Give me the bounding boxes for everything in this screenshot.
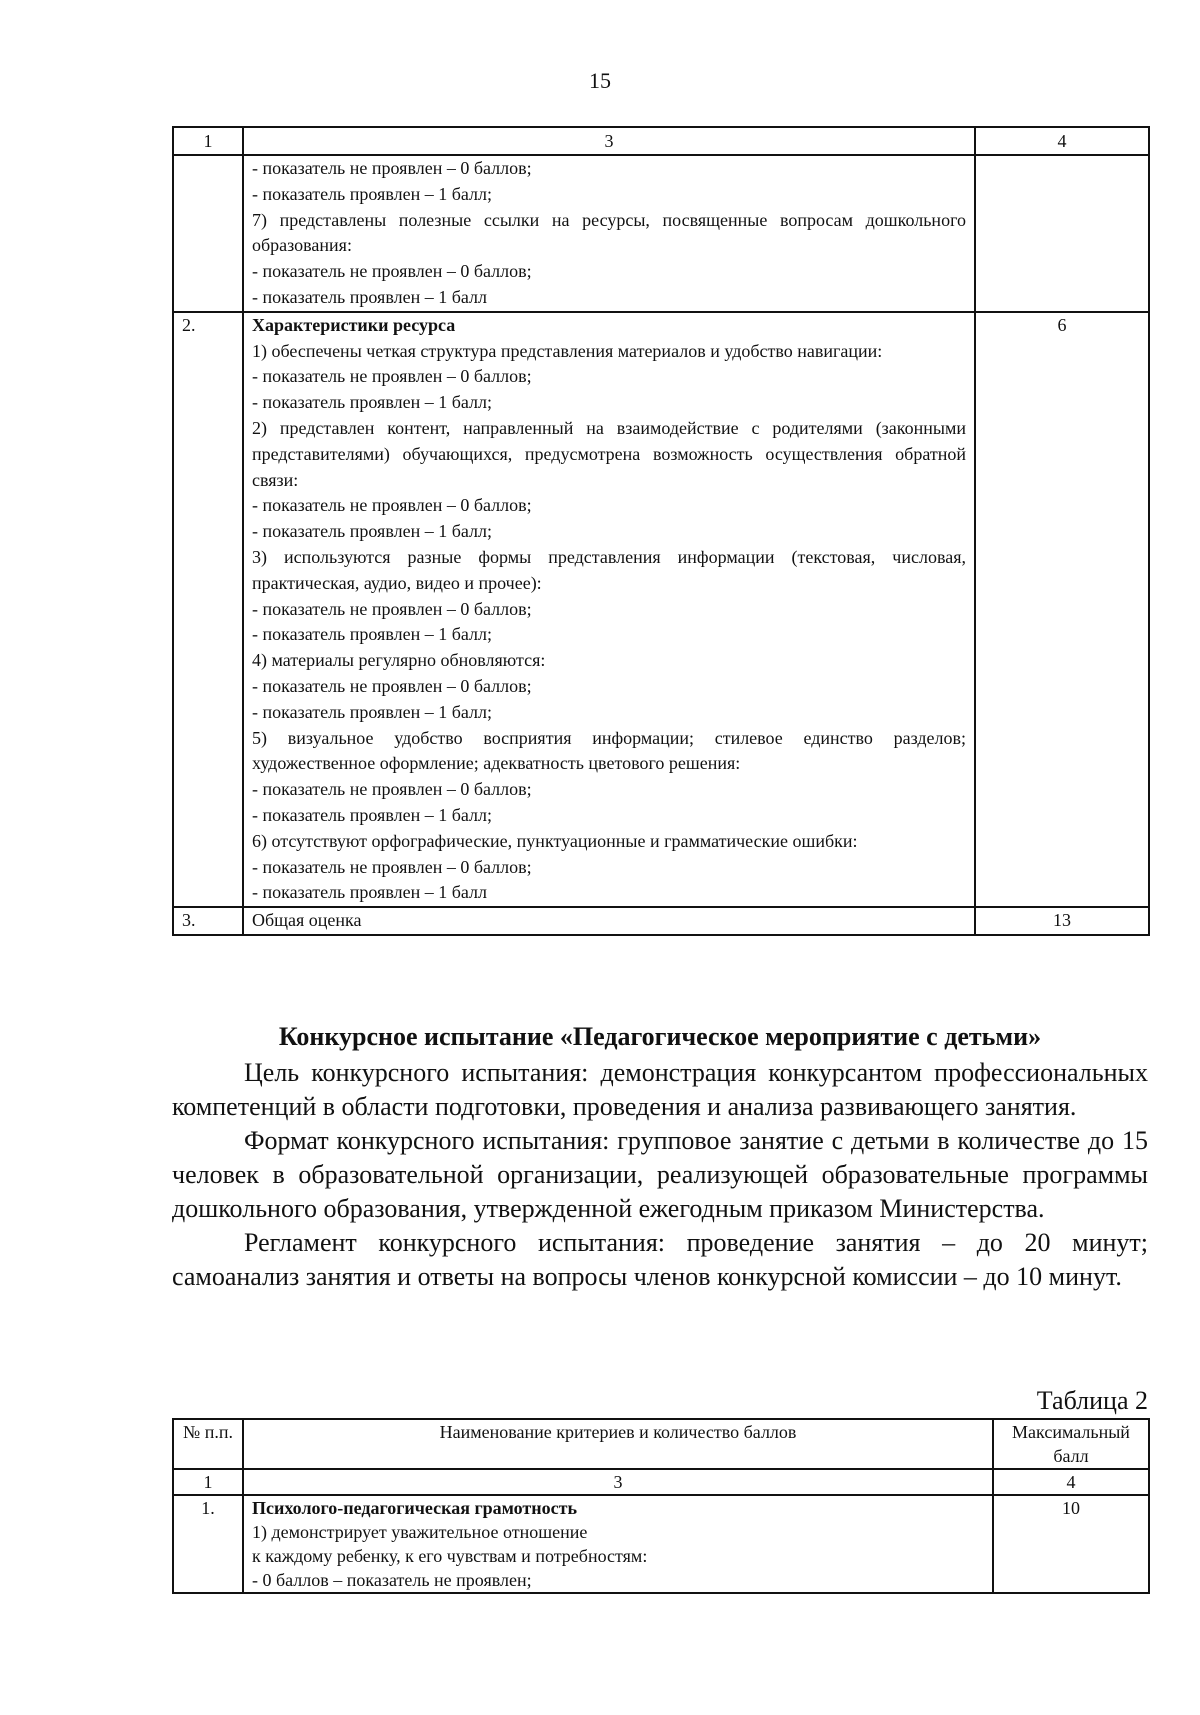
table-row [173,1495,1149,1593]
criteria-line: 7) представлены полезные ссылки на ресурсы, посвященные вопросам дошкольного образования: [252,209,966,256]
header-criteria-name: Наименование критериев и количество баллов [243,1419,993,1469]
section-title: Конкурсное испытание «Педагогическое мероприятие с детьми» [278,1022,1042,1051]
row-number: 1. [173,1495,243,1593]
row-number [173,155,243,312]
criteria-text [243,155,975,312]
criteria-line: - показатель проявлен – 1 балл; [252,521,492,542]
criteria-line: - показатель не проявлен – 0 баллов; [252,495,532,516]
paragraph-goal: Цель конкурсного испытания: демонстрация конкурсантом профессиональных компетенций в области подготовки, проведения и анализа развивающего занятия. [172,1058,1148,1121]
table-caption: Таблица 2 [1036,1386,1148,1415]
section-body [172,1056,1148,1294]
table-row [173,312,1149,907]
index-col-4: 4 [993,1469,1149,1495]
paragraph-format: Формат конкурсного испытания: групповое занятие с детьми в количестве до 15 человек в образовательной организации, реализующей образовательные программы дошкольного образования, утвержденной ежегодным приказом Министерства. [172,1126,1148,1223]
criteria-line: - показатель не проявлен – 0 баллов; [252,366,532,387]
criteria-table-1 [172,126,1150,936]
index-col-1: 1 [173,1469,243,1495]
criteria-line: - 0 баллов – показатель не проявлен; [252,1570,532,1590]
header-col-4: 4 [975,127,1149,155]
criteria-line: - показатель проявлен – 1 балл [252,882,487,903]
header-col-3: 3 [243,127,975,155]
score-cell: 13 [975,907,1149,935]
criteria-line: 6) отсутствуют орфографические, пунктуационные и грамматические ошибки: [252,830,858,851]
row-number: 3. [173,907,243,935]
criteria-text: Общая оценка [243,907,975,935]
criteria-line: - показатель не проявлен – 0 баллов; [252,261,532,282]
criteria-text [243,312,975,907]
criteria-line: 4) материалы регулярно обновляются: [252,650,546,671]
criteria-line: - показатель не проявлен – 0 баллов; [252,598,532,619]
table-index-row [173,1469,1149,1495]
criteria-table-2 [172,1418,1150,1594]
criteria-line: 5) визуальное удобство восприятия информации; стилевое единство разделов; художественное оформление; адекватность цветового решения: [252,727,966,774]
criteria-title: Характеристики ресурса [252,314,456,335]
header-number: № п.п. [173,1419,243,1469]
criteria-line: 1) демонстрирует уважительное отношение [252,1522,588,1542]
criteria-line: 2) представлен контент, направленный на взаимодействие с родителями (законными представителями) обучающихся, предусмотрена возможность осуществления обратной связи: [252,417,966,490]
header-col-1: 1 [173,127,243,155]
criteria-line: - показатель проявлен – 1 балл; [252,392,492,413]
criteria-line: - показатель не проявлен – 0 баллов; [252,675,532,696]
table-row [173,155,1149,312]
criteria-line: к каждому ребенку, к его чувствам и потребностям: [252,1546,648,1566]
paragraph-schedule: Регламент конкурсного испытания: проведение занятия – до 20 минут; самоанализ занятия и ответы на вопросы членов конкурсной комиссии – до 10 минут. [172,1228,1148,1291]
score-cell: 6 [975,312,1149,907]
criteria-line: - показатель проявлен – 1 балл; [252,183,492,204]
score-cell: 10 [993,1495,1149,1593]
criteria-line: - показатель не проявлен – 0 баллов; [252,158,532,178]
row-number: 2. [173,312,243,907]
index-col-3: 3 [243,1469,993,1495]
criteria-title: Психолого-педагогическая грамотность [252,1498,577,1518]
table-header-row [173,127,1149,155]
criteria-line: - показатель проявлен – 1 балл; [252,701,492,722]
table-row [173,907,1149,935]
page-number: 15 [589,68,611,93]
table-header-row [173,1419,1149,1469]
criteria-line: - показатель проявлен – 1 балл; [252,804,492,825]
criteria-line: 3) используются разные формы представления информации (текстовая, числовая, практическая, аудио, видео и прочее): [252,546,966,593]
score-cell [975,155,1149,312]
criteria-line: - показатель не проявлен – 0 баллов; [252,779,532,800]
criteria-text [243,1495,993,1593]
criteria-line: - показатель проявлен – 1 балл [252,286,487,307]
criteria-line: - показатель проявлен – 1 балл; [252,624,492,645]
header-max-score: Максимальный балл [993,1419,1149,1469]
criteria-line: 1) обеспечены четкая структура представления материалов и удобство навигации: [252,340,883,361]
criteria-line: - показатель не проявлен – 0 баллов; [252,856,532,877]
